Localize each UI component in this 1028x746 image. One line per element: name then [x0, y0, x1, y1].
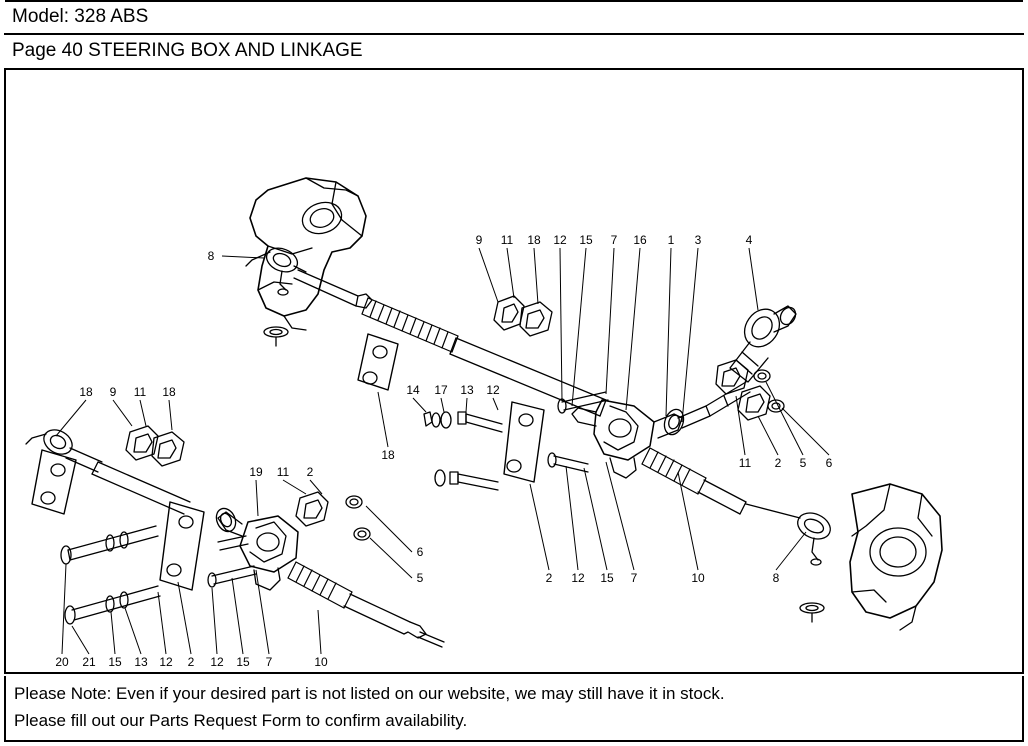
callout-number: 12	[553, 233, 567, 247]
footer-note-line-2: Please fill out our Parts Request Form to confirm availability.	[14, 711, 468, 730]
callout-number: 16	[633, 233, 647, 247]
callout-number: 20	[55, 655, 69, 669]
model-title: Model: 328 ABS	[12, 6, 149, 27]
callout-number: 18	[79, 385, 93, 399]
page-title: Page 40 STEERING BOX AND LINKAGE	[12, 40, 363, 61]
figure-frame	[4, 68, 1024, 674]
callout-number: 11	[738, 456, 752, 470]
callout-number: 1	[667, 233, 675, 247]
callout-number: 18	[527, 233, 541, 247]
callout-number: 21	[82, 655, 96, 669]
callout-number: 12	[159, 655, 173, 669]
callout-number: 15	[579, 233, 593, 247]
callout-number: 17	[434, 383, 448, 397]
callout-number: 18	[381, 448, 395, 462]
callout-number: 2	[306, 465, 314, 479]
callout-number: 2	[187, 655, 195, 669]
callout-number: 8	[772, 571, 780, 585]
callout-number: 10	[691, 571, 705, 585]
callout-number: 11	[133, 385, 147, 399]
callout-number: 12	[486, 383, 500, 397]
callout-number: 13	[460, 383, 474, 397]
callout-number: 14	[406, 383, 420, 397]
header-top-rule	[5, 0, 1023, 2]
footer-note	[4, 676, 1024, 742]
callout-number: 9	[109, 385, 117, 399]
callout-number: 2	[545, 571, 553, 585]
callout-number: 15	[600, 571, 614, 585]
callout-number: 7	[265, 655, 273, 669]
callout-number: 4	[745, 233, 753, 247]
callout-number: 15	[108, 655, 122, 669]
callout-number: 2	[774, 456, 782, 470]
callout-number: 12	[210, 655, 224, 669]
callout-number: 9	[475, 233, 483, 247]
callout-number: 18	[162, 385, 176, 399]
callout-number: 5	[416, 571, 424, 585]
header-divider-rule	[4, 33, 1024, 35]
callout-number: 6	[416, 545, 424, 559]
callout-number: 13	[134, 655, 148, 669]
callout-number: 5	[799, 456, 807, 470]
callout-number: 11	[276, 465, 290, 479]
callout-number: 11	[500, 233, 514, 247]
callout-number: 7	[610, 233, 618, 247]
callout-number: 6	[825, 456, 833, 470]
callout-number: 8	[207, 249, 215, 263]
steering-linkage-illustration	[6, 70, 1022, 672]
callout-number: 19	[249, 465, 263, 479]
callout-number: 15	[236, 655, 250, 669]
footer-note-line-1: Please Note: Even if your desired part is not listed on our website, we may still have it in stock.	[14, 684, 725, 703]
callout-number: 10	[314, 655, 328, 669]
callout-number: 3	[694, 233, 702, 247]
callout-number: 12	[571, 571, 585, 585]
callout-number: 7	[630, 571, 638, 585]
